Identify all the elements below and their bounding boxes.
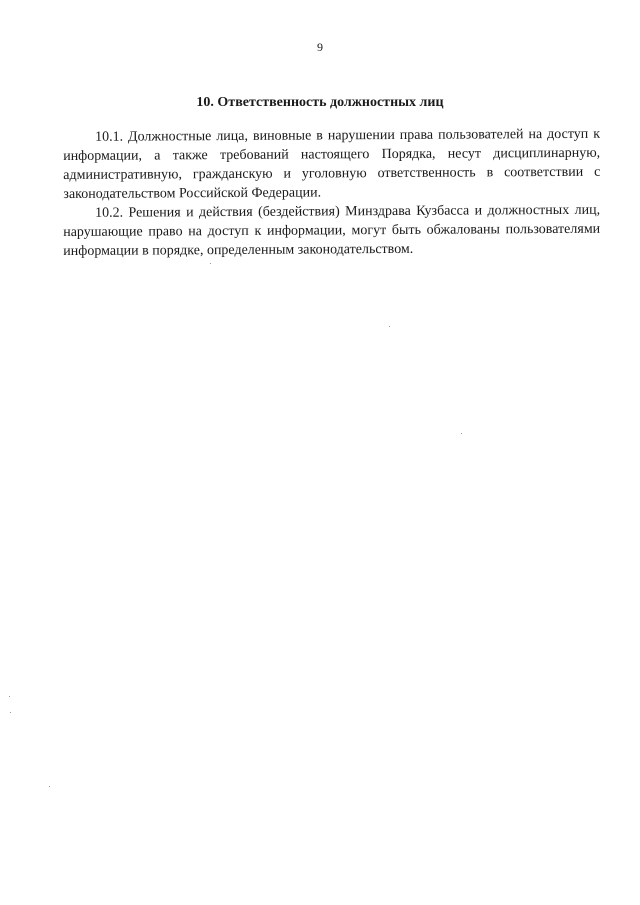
scan-speck <box>461 433 462 434</box>
page-number: 9 <box>317 40 323 54</box>
paragraph-10-1: 10.1. Должностные лица, виновные в нарушении права пользователей на доступ к информации, а также требований настоящего Порядка, несут дисциплинарную, административную, гражданскую и уголовную ответственность в соответствии с законодательством Российской Федерации. <box>63 126 601 202</box>
scan-speck <box>49 786 50 787</box>
scan-speck <box>10 712 11 713</box>
scan-speck <box>389 326 390 327</box>
paragraph-10-2: 10.2. Решения и действия (бездействия) Минздрава Кузбасса и должностных лиц, нарушающие право на доступ к информации, могут быть обжалованы пользователями информации в порядке, определенным законодательством. <box>63 202 601 259</box>
section-title: 10. Ответственность должностных лиц <box>196 95 444 110</box>
scan-speck <box>210 263 211 264</box>
section-body <box>63 128 600 261</box>
scan-speck <box>9 696 10 697</box>
